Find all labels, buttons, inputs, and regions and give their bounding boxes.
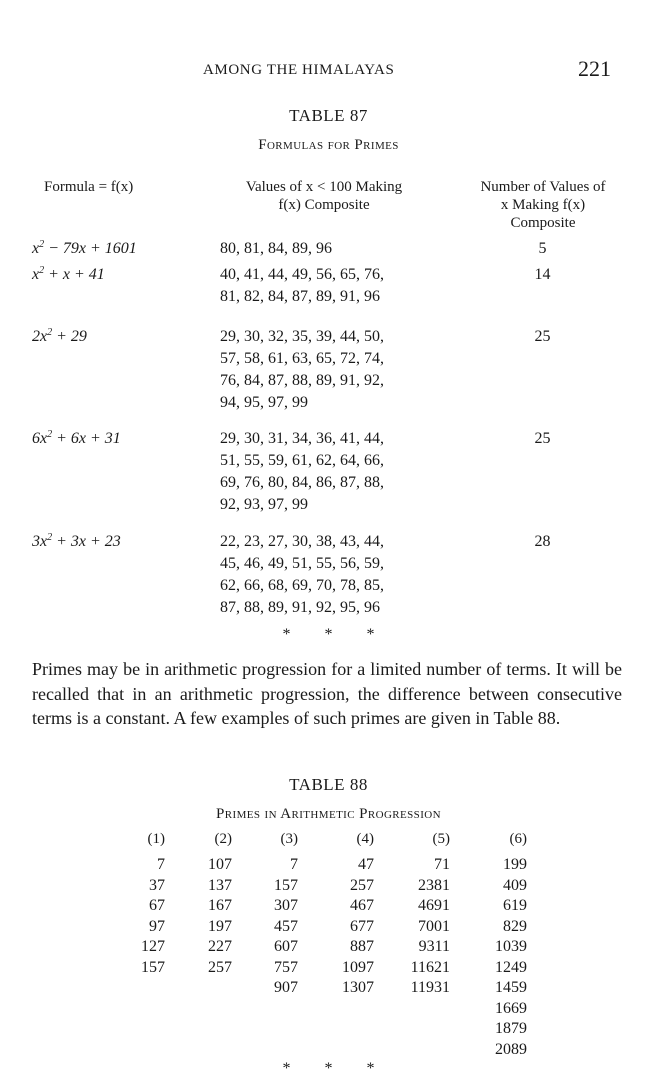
values-line: 29, 30, 31, 34, 36, 41, 44, [220, 430, 384, 447]
values-line: 29, 30, 32, 35, 39, 44, 50, [220, 328, 384, 345]
table-88-cell: 607 [274, 938, 298, 955]
table-88-title: TABLE 88 [289, 775, 368, 794]
table-88-subtitle: Primes in Arithmetic Progression [216, 806, 441, 822]
values-line: 92, 93, 97, 99 [220, 496, 308, 513]
values-line: 81, 82, 84, 87, 89, 91, 96 [220, 288, 380, 305]
table-88-cell: 137 [208, 876, 232, 894]
table-88-column-header: (2) [214, 831, 232, 847]
count-column-header [458, 178, 628, 232]
table-88-cell: 67 [149, 897, 165, 914]
formula-column-header [44, 178, 133, 196]
count-cell: 28 [534, 533, 551, 550]
values-cell [220, 264, 450, 308]
body-paragraph: Primes may be in arithmetic progression for a limited number of terms. It will be recalled that in an arithmetic progression, the difference between consecutive terms is a constant. A few examples of such primes are given in Table 88. [32, 659, 622, 728]
table-88-cell: 157 [141, 958, 165, 976]
table-88-cell: 47 [358, 856, 374, 873]
table-88-cell: 7 [157, 856, 165, 873]
page-number: 221 [578, 56, 611, 81]
table-88-cell: 71 [434, 856, 450, 873]
table-88-cell: 1039 [495, 938, 527, 955]
table-88-column-header: (1) [147, 831, 165, 847]
table-88-cell: 11621 [410, 958, 450, 976]
table-87-title: TABLE 87 [289, 106, 368, 125]
values-line: 45, 46, 49, 51, 55, 56, 59, [220, 555, 384, 572]
values-line: 51, 55, 59, 61, 62, 64, 66, [220, 452, 384, 469]
table-88-cell: 1249 [495, 958, 527, 976]
table-88-cell: 197 [208, 917, 232, 935]
formula-cell: $x^2 - 79x + 1601$ [32, 239, 137, 257]
table-88-cell: 1879 [495, 1020, 527, 1037]
values-header-line-1: Values of x < 100 Making [245, 179, 403, 195]
table-88-cell: 907 [274, 979, 298, 996]
section-separator: * * * [282, 1060, 375, 1077]
table-88-cell: 757 [274, 958, 298, 976]
count-cell: 14 [534, 266, 551, 283]
count-cell: 5 [538, 240, 547, 257]
values-cell [220, 326, 450, 414]
table-88-cell: 829 [503, 917, 527, 935]
table-88-cell: 1097 [342, 958, 374, 976]
values-header-line-2: f(x) Composite [278, 197, 370, 213]
values-cell [220, 428, 450, 516]
table-88-cell: 11931 [410, 979, 450, 996]
count-header-line-1: Number of Values of [480, 179, 606, 195]
table-88-cell: 257 [208, 958, 232, 976]
values-line: 80, 81, 84, 89, 96 [220, 240, 332, 257]
table-88-cell: 409 [503, 876, 527, 894]
values-cell [220, 238, 450, 260]
values-column-header [214, 178, 434, 214]
formula-cell: $x^2 + x + 41$ [32, 265, 105, 283]
formula-cell: $3x^2 + 3x + 23$ [32, 532, 121, 550]
table-88-cell: 467 [350, 897, 374, 914]
table-88-cell: 677 [350, 917, 374, 935]
table-88-cell: 887 [350, 938, 374, 955]
values-line: 94, 95, 97, 99 [220, 394, 308, 411]
values-line: 76, 84, 87, 88, 89, 91, 92, [220, 372, 384, 389]
table-88-cell: 457 [274, 917, 298, 935]
formula-header-text: Formula = f(x) [44, 179, 134, 195]
formula-cell: $2x^2 + 29$ [32, 327, 87, 345]
count-header-line-2: x Making f(x) [500, 197, 586, 213]
section-separator: * * * [282, 626, 375, 643]
table-88-cell: 227 [208, 938, 232, 955]
table-88-cell: 37 [149, 876, 165, 894]
table-87-subtitle: Formulas for Primes [258, 137, 399, 153]
table-88-cell: 257 [350, 876, 374, 894]
count-cell: 25 [534, 328, 551, 345]
table-88-cell: 1307 [342, 979, 374, 996]
table-88-cell: 97 [149, 917, 165, 935]
values-cell [220, 531, 450, 619]
table-88-cell: 107 [208, 856, 232, 873]
count-cell: 25 [534, 430, 551, 447]
table-88-cell: 127 [141, 938, 165, 955]
table-88-column-header: (3) [280, 831, 298, 847]
table-88-cell: 4691 [418, 897, 450, 914]
table-88-column-header: (6) [509, 831, 527, 847]
table-88-cell: 7 [290, 856, 298, 873]
values-line: 87, 88, 89, 91, 92, 95, 96 [220, 599, 380, 616]
values-line: 40, 41, 44, 49, 56, 65, 76, [220, 266, 384, 283]
table-88-cell: 2089 [495, 1040, 527, 1058]
count-header-line-3: Composite [510, 215, 576, 231]
values-line: 57, 58, 61, 63, 65, 72, 74, [220, 350, 384, 367]
table-88-column-header: (4) [356, 831, 374, 847]
formula-cell: $6x^2 + 6x + 31$ [32, 429, 121, 447]
table-88-column-header: (5) [432, 831, 450, 847]
table-88-cell: 2381 [418, 876, 450, 894]
table-88-cell: 7001 [418, 917, 450, 935]
table-88-cell: 199 [503, 856, 527, 873]
values-line: 62, 66, 68, 69, 70, 78, 85, [220, 577, 384, 594]
table-88-cell: 1459 [495, 979, 527, 996]
table-88-cell: 1669 [495, 999, 527, 1017]
values-line: 69, 76, 80, 84, 86, 87, 88, [220, 474, 384, 491]
table-88-cell: 157 [274, 876, 298, 894]
table-88-cell: 167 [208, 897, 232, 914]
table-88-cell: 9311 [418, 938, 450, 955]
table-88-cell: 307 [274, 897, 298, 914]
values-line: 22, 23, 27, 30, 38, 43, 44, [220, 533, 384, 550]
running-head: AMONG THE HIMALAYAS [203, 62, 395, 78]
table-88-cell: 619 [503, 897, 527, 914]
